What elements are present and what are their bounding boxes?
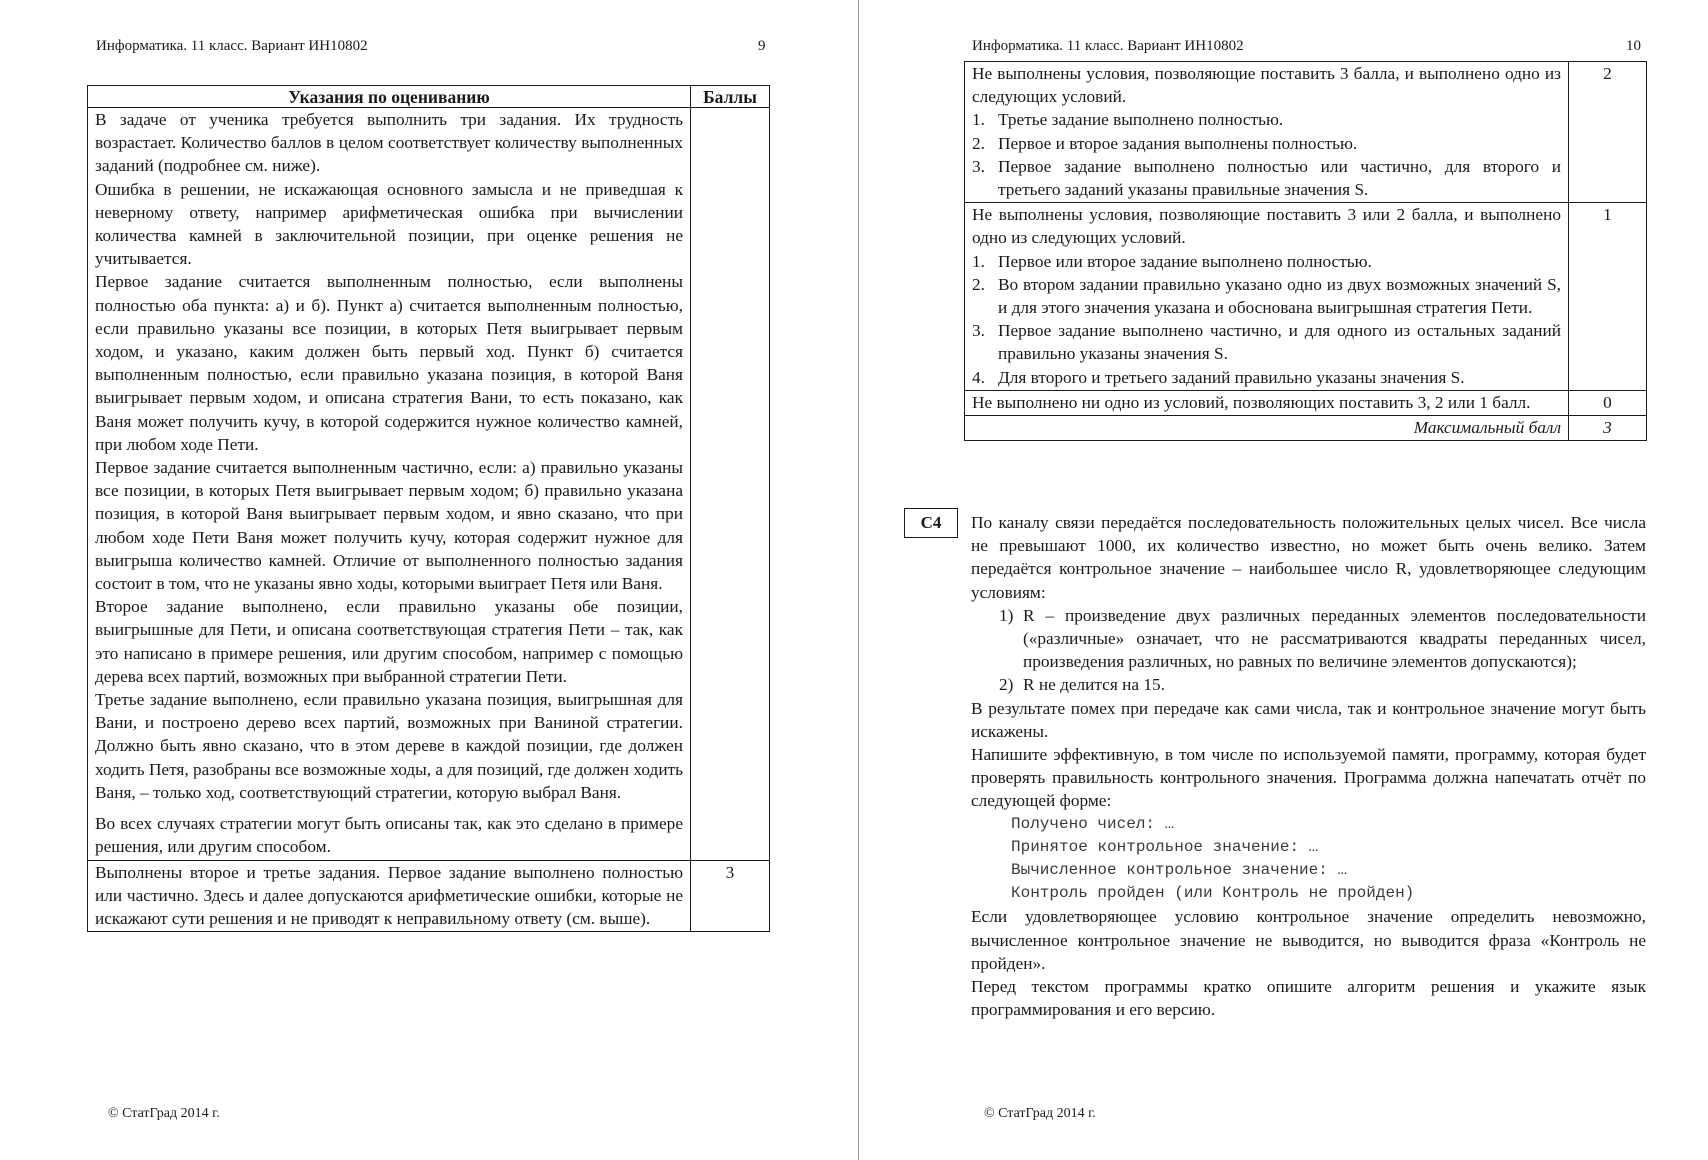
list-item: 1. Третье задание выполнено полностью. bbox=[972, 110, 1284, 130]
table-row bbox=[965, 390, 1647, 415]
paragraph: Если удовлетворяющее условию контрольное значение определить невозможно, вычисленное контрольное значение не выводится, но выводится фраза «Контроль не пройден». bbox=[971, 907, 1646, 973]
criteria-cell bbox=[88, 108, 691, 861]
paragraph: Не выполнены условия, позволяющие поставить 3 балла, и выполнено одно из следующих условий. bbox=[972, 64, 1561, 107]
page-number: 10 bbox=[1626, 38, 1641, 54]
list-item: 3. Первое задание выполнено полностью или частично, для второго и третьего заданий указаны правильные значения S. bbox=[972, 156, 1561, 200]
list-item: 2. Первое и второе задания выполнены полностью. bbox=[972, 133, 1358, 153]
criteria-cell bbox=[965, 390, 1569, 415]
paragraph: Не выполнено ни одно из условий, позволяющих поставить 3, 2 или 1 балл. bbox=[972, 392, 1531, 412]
page-number: 9 bbox=[758, 38, 766, 54]
criteria-cell bbox=[965, 203, 1569, 391]
paragraph: Во всех случаях стратегии могут быть описаны так, как это сделано в примере решения, или другим способом. bbox=[95, 814, 683, 857]
list-item: 1. Первое или второе задание выполнено полностью. bbox=[972, 251, 1372, 271]
column-header-criteria: Указания по оцениванию bbox=[88, 86, 691, 108]
grading-table bbox=[87, 85, 770, 932]
paragraph: Первое задание считается выполненным частично, если: а) правильно указаны все позиции, в которых Петя выигрывает первым ходом; б) правильно указана позиция, в которой Ваня выигрывает первым ходом, и явно сказано, что при любом ходе Пети Ваня может получить кучу, которая содержит нужное для выигрыша количество камней. Отличие от выполненного полностью задания состоит в том, что не указаны явно ходы, которыми выиграет Петя или Ваня. bbox=[95, 458, 683, 594]
paragraph: В задаче от ученика требуется выполнить три задания. Их трудность возрастает. Количество баллов в целом соответствует количеству выполненных заданий (подробнее см. ниже). bbox=[95, 110, 683, 176]
task-label: С4 bbox=[904, 508, 958, 538]
output-format-line: Получено чисел: … bbox=[1011, 814, 1175, 833]
paragraph: Перед текстом программы кратко опишите алгоритм решения и укажите язык программирования и его версию. bbox=[971, 977, 1646, 1020]
score-cell: 1 bbox=[1569, 203, 1647, 391]
column-header-score: Баллы bbox=[691, 86, 770, 108]
copyright-footer: © СтатГрад 2014 г. bbox=[984, 1106, 1096, 1121]
score-cell: 2 bbox=[1569, 62, 1647, 203]
paragraph: Первое задание считается выполненным полностью, если выполнены полностью оба пункта: а) и б). Пункт а) считается выполненным полностью, если правильно указаны все позиции, в которых Петя выигрывает первым ходом, и указано, каким должен быть первый ход. Пункт б) считается выполненным полностью, если правильно указана позиция, в которой Ваня выигрывает первым ходом, и описана стратегия Вани, то есть показано, как Ваня может получить кучу, в которой содержится нужное количество камней, при любом ходе Пети. bbox=[95, 272, 683, 454]
paragraph: Третье задание выполнено, если правильно указана позиция, выигрышная для Вани, и построено дерево всех партий, возможных при Ваниной стратегии. Должно быть явно сказано, что в этом дереве в каждой позиции, где должен ходить Петя, разобраны все возможные ходы, а для позиций, где должен ходить Ваня, – только ход, соответствующий стратегии, которую выбрал Ваня. bbox=[95, 690, 683, 802]
list-item: 2. Во втором задании правильно указано одно из двух возможных значений S, и для этого значения указана и обоснована выигрышная стратегия Пети. bbox=[972, 274, 1561, 318]
output-format-line: Контроль пройден (или Контроль не пройден) bbox=[1011, 884, 1415, 903]
table-row bbox=[965, 203, 1647, 391]
table-row bbox=[88, 108, 770, 861]
max-score-label: Максимальный балл bbox=[965, 416, 1569, 441]
condition-list bbox=[972, 108, 1561, 201]
paragraph: Не выполнены условия, позволяющие поставить 3 или 2 балла, и выполнено одно из следующих условий. bbox=[972, 205, 1561, 248]
list-item: 3. Первое задание выполнено частично, и для одного из остальных заданий правильно указаны значения S. bbox=[972, 321, 1561, 364]
grading-table-continued bbox=[964, 61, 1647, 441]
max-score-row bbox=[965, 416, 1647, 441]
page-divider bbox=[858, 0, 859, 1160]
running-header: Информатика. 11 класс. Вариант ИН10802 bbox=[96, 38, 368, 54]
running-header: Информатика. 11 класс. Вариант ИН10802 bbox=[972, 38, 1244, 54]
task-text bbox=[971, 511, 1646, 1021]
list-item: 2) R не делится на 15. bbox=[999, 675, 1165, 695]
output-format-line: Вычисленное контрольное значение: … bbox=[1011, 861, 1348, 880]
paragraph: Второе задание выполнено, если правильно указаны обе позиции, выигрышные для Пети, и описана соответствующая стратегия Пети – так, как это написано в примере решения, или другим способом, например с помощью дерева всех партий, возможных при выбранной стратегии Пети. bbox=[95, 597, 683, 686]
paragraph: В результате помех при передаче как сами числа, так и контрольное значение могут быть искажены. bbox=[971, 698, 1646, 741]
score-cell bbox=[691, 108, 770, 861]
table-header-row bbox=[88, 86, 770, 108]
output-format-line: Принятое контрольное значение: … bbox=[1011, 837, 1319, 856]
list-item: 4. Для второго и третьего заданий правильно указаны значения S. bbox=[972, 367, 1465, 387]
condition-list bbox=[972, 250, 1561, 389]
max-score-value: 3 bbox=[1569, 416, 1647, 441]
table-row bbox=[88, 860, 770, 932]
score-cell: 3 bbox=[691, 860, 770, 932]
list-item: 1) R – произведение двух различных переданных элементов последовательности («различные» означает, что не рассматриваются квадраты переданных чисел, произведения различных, но равных по величине элементов допускаются); bbox=[999, 605, 1646, 672]
page-10 bbox=[860, 0, 1708, 1160]
criteria-cell bbox=[965, 62, 1569, 203]
paragraph: По каналу связи передаётся последовательность положительных целых чисел. Все числа не превышают 1000, их количество известно, но может быть очень велико. Затем передаётся контрольное значение – наибольшее число R, удовлетворяющее следующим условиям: bbox=[971, 513, 1646, 602]
paragraph: Выполнены второе и третье задания. Первое задание выполнено полностью или частично. Здесь и далее допускаются арифметические ошибки, которые не искажают сути решения и не приводят к неправильному ответу (см. выше). bbox=[95, 862, 683, 928]
criteria-cell bbox=[88, 860, 691, 932]
table-row bbox=[965, 62, 1647, 203]
score-cell: 0 bbox=[1569, 390, 1647, 415]
paragraph: Напишите эффективную, в том числе по используемой памяти, программу, которая будет проверять правильность контрольного значения. Программа должна напечатать отчёт по следующей форме: bbox=[971, 745, 1646, 811]
copyright-footer: © СтатГрад 2014 г. bbox=[108, 1106, 220, 1121]
paragraph: Ошибка в решении, не искажающая основного замысла и не приведшая к неверному ответу, например арифметическая ошибка при вычислении количества камней в заключительной позиции, при оценке решения не учитывается. bbox=[95, 179, 683, 269]
